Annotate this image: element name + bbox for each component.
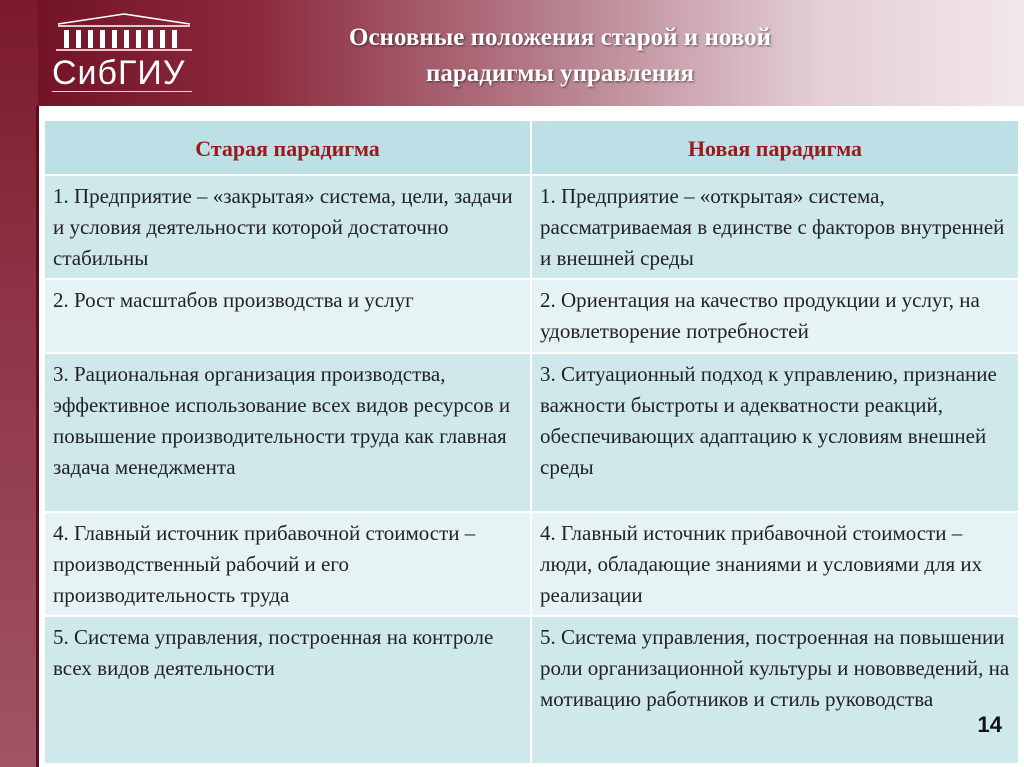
cell-new-1: 1. Предприятие – «открытая» система, рассматриваемая в единстве с факторов внутренней и внешней среды — [531, 175, 1019, 279]
left-decor-line — [36, 106, 39, 767]
university-logo — [48, 8, 198, 100]
paradigm-comparison-table — [43, 119, 1020, 765]
table-header-row — [44, 120, 1019, 175]
logo-underline — [52, 91, 192, 95]
table-row — [44, 175, 1019, 279]
cell-old-5: 5. Система управления, построенная на контроле всех видов деятельности — [44, 616, 531, 764]
table-row — [44, 279, 1019, 353]
cell-old-2: 2. Рост масштабов производства и услуг — [44, 279, 531, 353]
slide-title-line1: Основные положения старой и новой — [349, 24, 771, 51]
cell-old-3: 3. Рациональная организация производства, эффективное использование всех видов ресурсов и повышение производительности труда как главная задача менеджмента — [44, 353, 531, 512]
building-icon — [54, 10, 194, 52]
cell-new-5: 5. Система управления, построенная на повышении роли организационной культуры и нововведений, на мотивацию работников и стиль руководства — [531, 616, 1019, 764]
table-row — [44, 512, 1019, 616]
header-new-paradigm: Новая парадигма — [531, 120, 1019, 175]
table-row — [44, 616, 1019, 764]
cell-new-4: 4. Главный источник прибавочной стоимости – люди, обладающие знаниями и условиями для их реализации — [531, 512, 1019, 616]
page-number: 14 — [977, 712, 1002, 737]
cell-old-1: 1. Предприятие – «закрытая» система, цели, задачи и условия деятельности которой достаточно стабильны — [44, 175, 531, 279]
left-decor-strip — [0, 0, 38, 767]
table-row — [44, 353, 1019, 512]
header-old-paradigm: Старая парадигма — [44, 120, 531, 175]
cell-new-3: 3. Ситуационный подход к управлению, признание важности быстроты и адекватности реакций, обеспечивающих адаптацию к условиям внешней среды — [531, 353, 1019, 512]
logo-text: СибГИУ — [52, 54, 186, 92]
slide-title-line2: парадигмы управления — [425, 60, 695, 87]
cell-old-4: 4. Главный источник прибавочной стоимости – производственный рабочий и его производительность труда — [44, 512, 531, 616]
cell-new-2: 2. Ориентация на качество продукции и услуг, на удовлетворение потребностей — [531, 279, 1019, 353]
slide-title — [210, 20, 910, 92]
